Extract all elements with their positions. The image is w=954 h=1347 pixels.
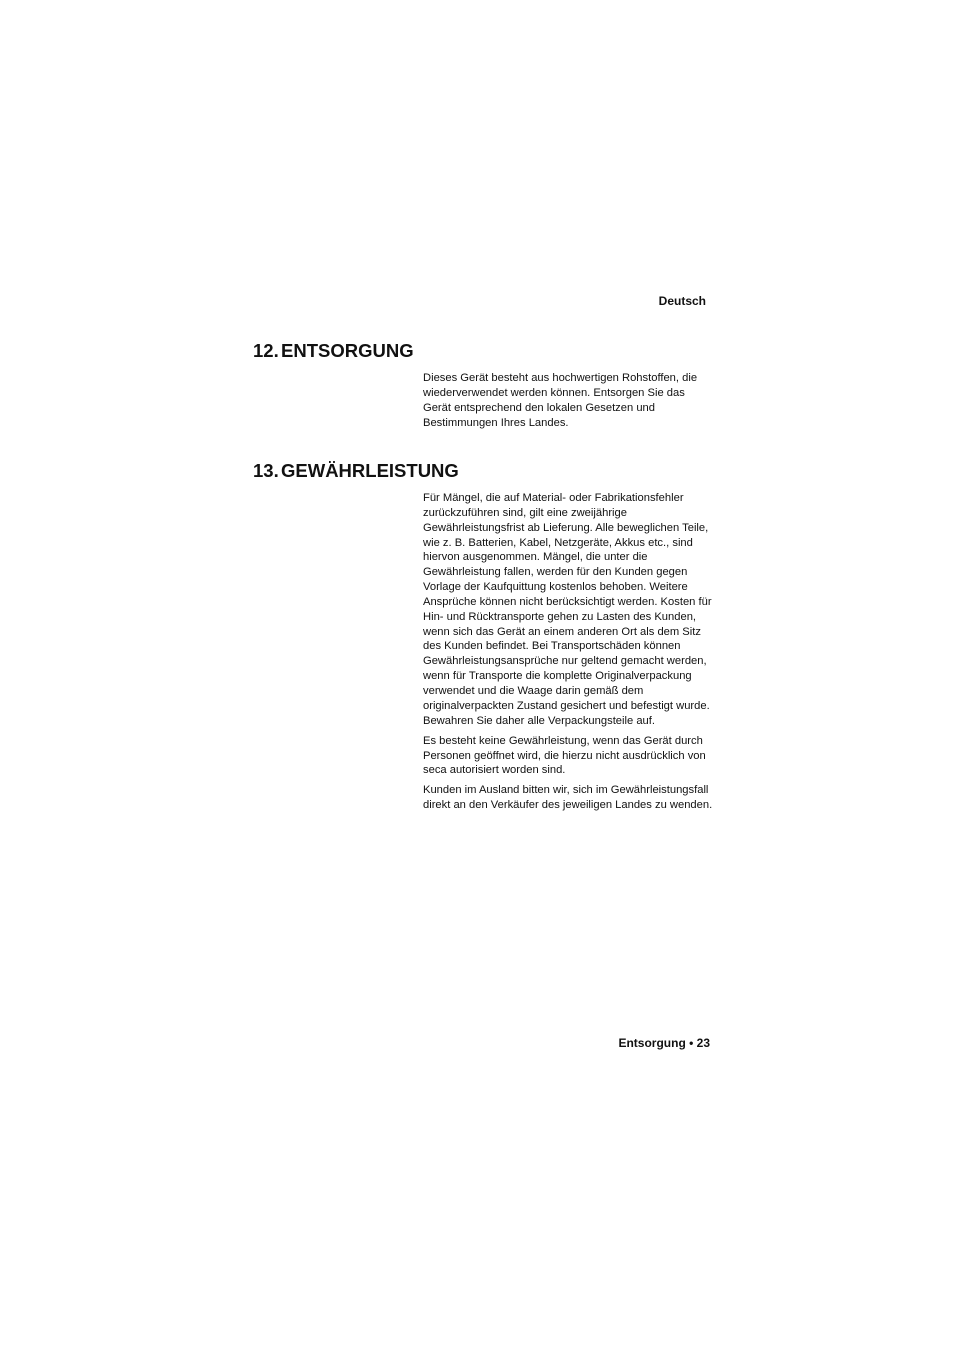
paragraph: Dieses Gerät besteht aus hochwertigen Rohstoffen, die wiederverwendet werden können. Entsorgen Sie das Gerät entsprechend den lokalen Gesetzen und Bestimmungen Ihres Landes. [423,372,698,429]
page-footer: Entsorgung • 23 [618,1036,710,1050]
page-language-label: Deutsch [658,294,706,308]
paragraph: Für Mängel, die auf Material- oder Fabrikationsfehler zurückzuführen sind, gilt eine zweijährige Gewährleistungsfrist ab Lieferung. Alle beweglichen Teile, wie z. B. Batterien, Kabel, Netzgeräte, Akkus etc., sind hiervon ausgenommen. Mängel, die unter die Gewährleistung fallen, werden für den Kunden gegen Vorlage der Kaufquittung kostenlos behoben. Weitere Ansprüche können nicht berücksichtigt werden. Kosten für Hin- und Rücktransporte gehen zu Lasten des Kunden, wenn sich das Gerät an einem anderen Ort als dem Sitz des Kunden befindet. Bei Transportschäden können Gewährleistungsansprüche nur geltend gemacht werden, wenn für Transporte die komplette Originalverpackung verwendet und die Waage darin gemäß dem originalverpackten Zustand gesichert und befestigt wurde. Bewahren Sie daher alle Verpackungsteile auf. [423,492,712,727]
paragraph: Es besteht keine Gewährleistung, wenn das Gerät durch Personen geöffnet wird, die hierzu nicht ausdrücklich von seca autorisiert worden sind. [423,734,706,777]
section-title: ENTSORGUNG [281,340,414,361]
paragraph: Kunden im Ausland bitten wir, sich im Gewährleistungsfall direkt an den Verkäufer des jeweiligen Landes zu wenden. [423,784,713,812]
section-number: 12. [253,340,279,361]
section-title: GEWÄHRLEISTUNG [281,460,459,481]
section-heading-entsorgung [253,340,414,362]
section-body-gewaehrleistung [423,491,715,818]
section-number: 13. [253,460,279,481]
section-heading-gewaehrleistung [253,460,459,482]
section-body-entsorgung [423,371,715,436]
